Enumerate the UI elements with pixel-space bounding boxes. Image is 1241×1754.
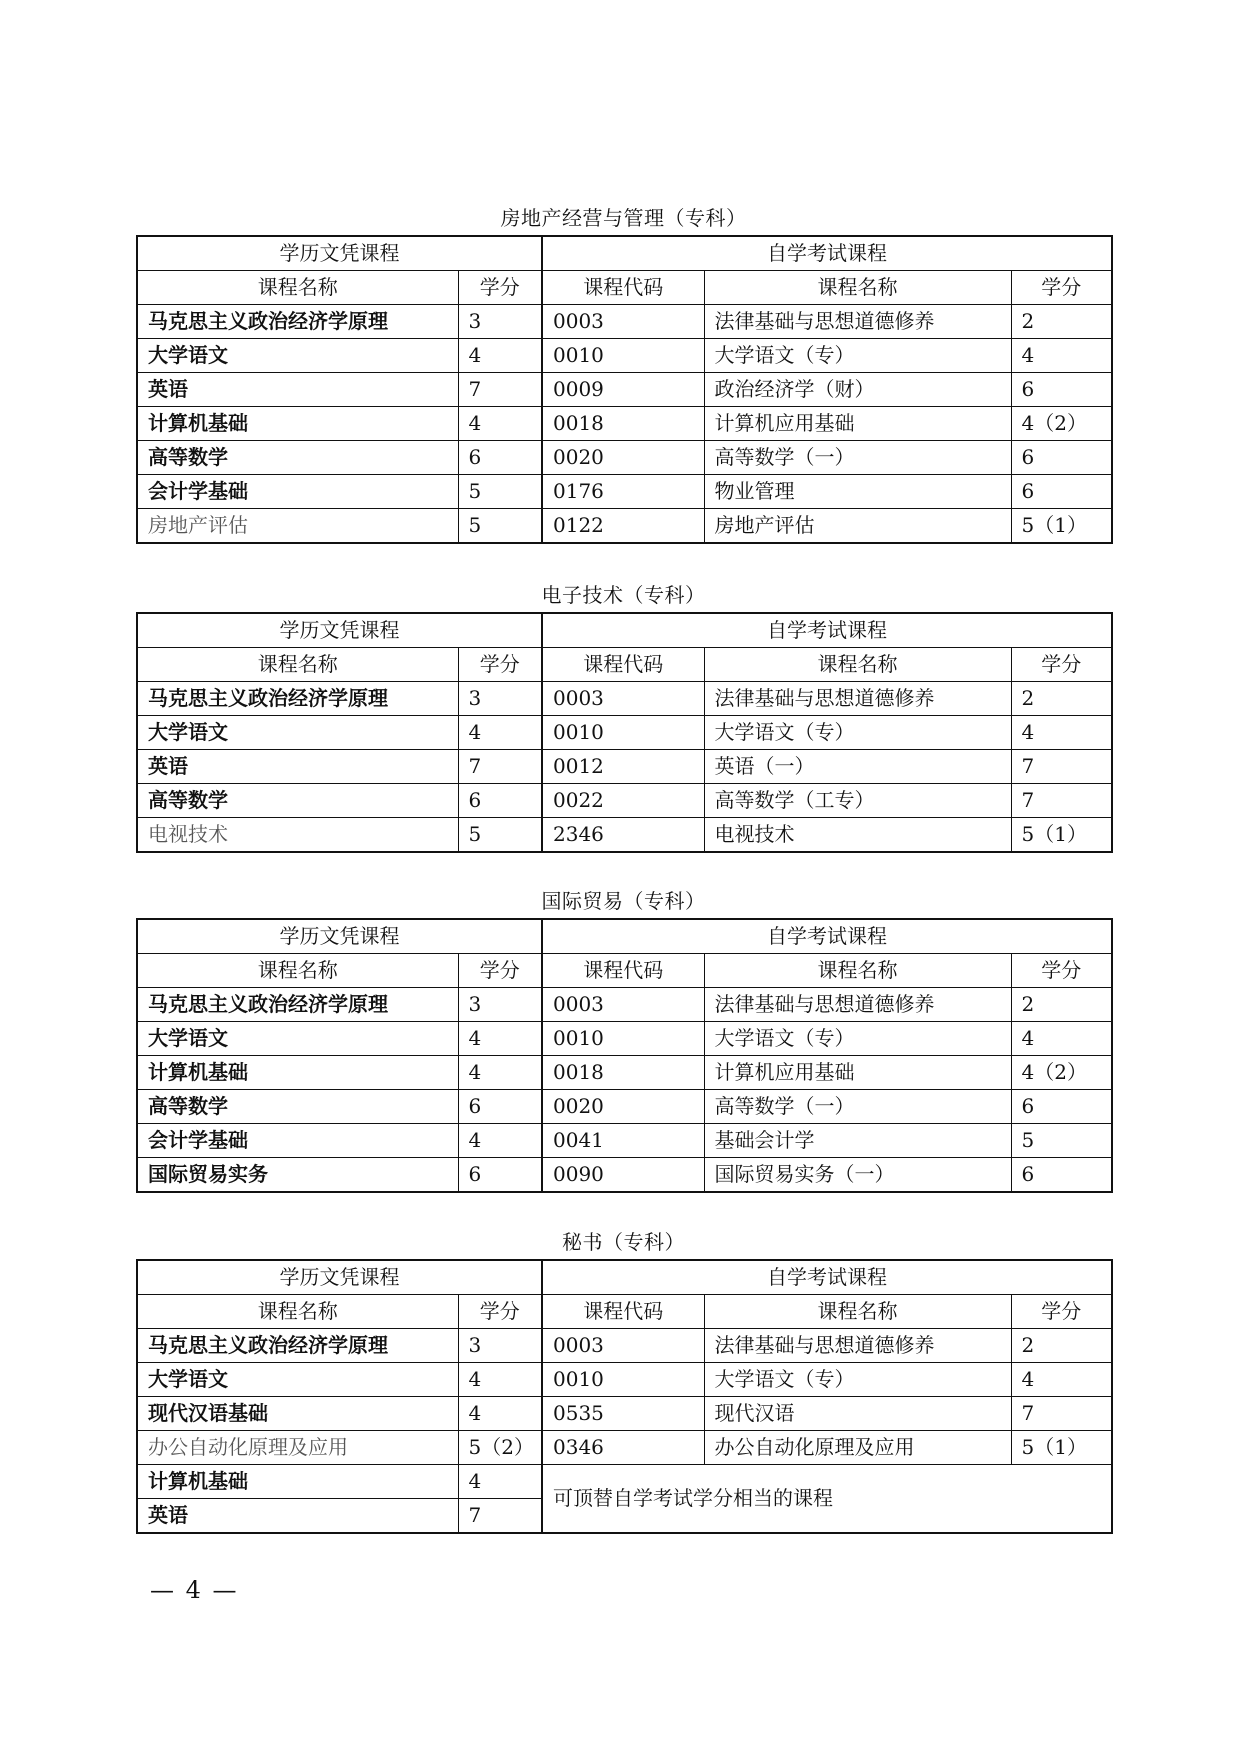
exam-name: 高等数学（一） [704, 1090, 1011, 1124]
course-name: 高等数学 [137, 441, 458, 475]
course-name: 计算机基础 [137, 1465, 458, 1499]
col-header-exam-name: 课程名称 [704, 271, 1011, 305]
exam-credit: 6 [1011, 1090, 1112, 1124]
right-group-header: 自学考试课程 [542, 919, 1112, 954]
exam-code: 0346 [542, 1431, 704, 1465]
exam-name: 基础会计学 [704, 1124, 1011, 1158]
course-name: 电视技术 [137, 818, 458, 853]
table-row [137, 1158, 1112, 1193]
exam-code: 0176 [542, 475, 704, 509]
table-row [137, 750, 1112, 784]
col-header-exam-credit: 学分 [1011, 271, 1112, 305]
col-header-exam-credit: 学分 [1011, 954, 1112, 988]
course-name: 现代汉语基础 [137, 1397, 458, 1431]
exam-credit: 4 [1011, 339, 1112, 373]
page-number: — 4 — [150, 1576, 239, 1604]
exam-code: 0012 [542, 750, 704, 784]
course-credit: 4 [458, 1397, 542, 1431]
course-credit: 7 [458, 1499, 542, 1534]
exam-code: 0010 [542, 716, 704, 750]
course-name: 大学语文 [137, 339, 458, 373]
table-row [137, 988, 1112, 1022]
exam-name: 计算机应用基础 [704, 407, 1011, 441]
exam-credit: 4 [1011, 1363, 1112, 1397]
course-credit: 3 [458, 682, 542, 716]
section-electronics [136, 578, 1111, 853]
exam-code: 0003 [542, 305, 704, 339]
exam-code: 0041 [542, 1124, 704, 1158]
exam-code: 0003 [542, 988, 704, 1022]
course-name: 高等数学 [137, 784, 458, 818]
course-credit: 4 [458, 339, 542, 373]
exam-code: 0009 [542, 373, 704, 407]
table-row [137, 1329, 1112, 1363]
exam-credit: 5（1） [1011, 818, 1112, 853]
table-row [137, 682, 1112, 716]
course-name: 英语 [137, 373, 458, 407]
exam-name: 大学语文（专） [704, 339, 1011, 373]
exam-code: 0018 [542, 407, 704, 441]
course-name: 计算机基础 [137, 1056, 458, 1090]
course-credit: 4 [458, 1056, 542, 1090]
exam-code: 0010 [542, 1363, 704, 1397]
course-credit: 4 [458, 407, 542, 441]
course-credit: 4 [458, 716, 542, 750]
course-name: 大学语文 [137, 1022, 458, 1056]
exam-code: 0018 [542, 1056, 704, 1090]
col-header-credit: 学分 [458, 954, 542, 988]
course-name: 会计学基础 [137, 475, 458, 509]
col-header-credit: 学分 [458, 271, 542, 305]
right-group-header: 自学考试课程 [542, 236, 1112, 271]
exam-code: 0090 [542, 1158, 704, 1193]
table-row [137, 1056, 1112, 1090]
course-credit: 7 [458, 373, 542, 407]
substitute-note: 可顶替自学考试学分相当的课程 [542, 1465, 1112, 1534]
course-name: 英语 [137, 1499, 458, 1534]
section-title: 秘书（专科） [562, 1230, 685, 1254]
course-name: 马克思主义政治经济学原理 [137, 305, 458, 339]
exam-name: 物业管理 [704, 475, 1011, 509]
col-header-name: 课程名称 [137, 648, 458, 682]
exam-name: 法律基础与思想道德修养 [704, 682, 1011, 716]
course-credit: 4 [458, 1022, 542, 1056]
exam-name: 高等数学（一） [704, 441, 1011, 475]
exam-credit: 7 [1011, 784, 1112, 818]
exam-credit: 2 [1011, 1329, 1112, 1363]
table-row [137, 441, 1112, 475]
section-title: 国际贸易（专科） [541, 889, 706, 913]
exam-name: 英语（一） [704, 750, 1011, 784]
course-credit: 4 [458, 1465, 542, 1499]
exam-credit: 6 [1011, 1158, 1112, 1193]
exam-credit: 4（2） [1011, 407, 1112, 441]
exam-credit: 2 [1011, 988, 1112, 1022]
table-row [137, 784, 1112, 818]
course-credit: 3 [458, 305, 542, 339]
course-name: 马克思主义政治经济学原理 [137, 682, 458, 716]
col-header-exam-credit: 学分 [1011, 1295, 1112, 1329]
left-group-header: 学历文凭课程 [137, 919, 542, 954]
table-row [137, 1090, 1112, 1124]
exam-code: 0003 [542, 1329, 704, 1363]
col-header-code: 课程代码 [542, 271, 704, 305]
table-row [137, 339, 1112, 373]
exam-credit: 5（1） [1011, 509, 1112, 544]
course-name: 办公自动化原理及应用 [137, 1431, 458, 1465]
course-name: 房地产评估 [137, 509, 458, 544]
exam-credit: 4 [1011, 1022, 1112, 1056]
course-name: 大学语文 [137, 716, 458, 750]
section-real-estate [136, 201, 1111, 544]
exam-name: 大学语文（专） [704, 1022, 1011, 1056]
table-row [137, 1431, 1112, 1465]
col-header-name: 课程名称 [137, 1295, 458, 1329]
course-credit: 7 [458, 750, 542, 784]
section-title: 房地产经营与管理（专科） [500, 206, 747, 230]
right-group-header: 自学考试课程 [542, 1260, 1112, 1295]
exam-name: 法律基础与思想道德修养 [704, 305, 1011, 339]
exam-name: 高等数学（工专） [704, 784, 1011, 818]
course-name: 英语 [137, 750, 458, 784]
table-row [137, 818, 1112, 853]
table-row [137, 1124, 1112, 1158]
exam-name: 大学语文（专） [704, 1363, 1011, 1397]
course-name: 马克思主义政治经济学原理 [137, 988, 458, 1022]
exam-credit: 4（2） [1011, 1056, 1112, 1090]
course-table [136, 1259, 1113, 1534]
exam-name: 法律基础与思想道德修养 [704, 1329, 1011, 1363]
col-header-code: 课程代码 [542, 1295, 704, 1329]
course-credit: 5 [458, 818, 542, 853]
right-group-header: 自学考试课程 [542, 613, 1112, 648]
exam-credit: 5 [1011, 1124, 1112, 1158]
exam-credit: 7 [1011, 1397, 1112, 1431]
course-name: 大学语文 [137, 1363, 458, 1397]
exam-credit: 4 [1011, 716, 1112, 750]
left-group-header: 学历文凭课程 [137, 613, 542, 648]
exam-name: 电视技术 [704, 818, 1011, 853]
exam-name: 现代汉语 [704, 1397, 1011, 1431]
table-row [137, 1022, 1112, 1056]
section-secretary [136, 1225, 1111, 1534]
table-row [137, 716, 1112, 750]
course-name: 计算机基础 [137, 407, 458, 441]
exam-credit: 6 [1011, 441, 1112, 475]
table-row [137, 1397, 1112, 1431]
col-header-exam-name: 课程名称 [704, 954, 1011, 988]
section-international-trade [136, 884, 1111, 1193]
course-credit: 6 [458, 784, 542, 818]
left-group-header: 学历文凭课程 [137, 236, 542, 271]
course-name: 国际贸易实务 [137, 1158, 458, 1193]
course-table [136, 612, 1113, 853]
col-header-name: 课程名称 [137, 271, 458, 305]
exam-code: 0010 [542, 1022, 704, 1056]
section-title: 电子技术（专科） [541, 583, 706, 607]
exam-credit: 2 [1011, 305, 1112, 339]
exam-credit: 7 [1011, 750, 1112, 784]
table-row [137, 1465, 1112, 1499]
table-row [137, 305, 1112, 339]
table-row [137, 407, 1112, 441]
table-row [137, 475, 1112, 509]
exam-credit: 6 [1011, 475, 1112, 509]
course-name: 高等数学 [137, 1090, 458, 1124]
exam-code: 0122 [542, 509, 704, 544]
exam-name: 大学语文（专） [704, 716, 1011, 750]
col-header-name: 课程名称 [137, 954, 458, 988]
exam-code: 2346 [542, 818, 704, 853]
col-header-credit: 学分 [458, 648, 542, 682]
col-header-code: 课程代码 [542, 954, 704, 988]
exam-credit: 2 [1011, 682, 1112, 716]
col-header-exam-name: 课程名称 [704, 1295, 1011, 1329]
exam-code: 0003 [542, 682, 704, 716]
course-credit: 6 [458, 1158, 542, 1193]
exam-name: 政治经济学（财） [704, 373, 1011, 407]
col-header-credit: 学分 [458, 1295, 542, 1329]
course-credit: 6 [458, 441, 542, 475]
exam-code: 0020 [542, 1090, 704, 1124]
course-table [136, 918, 1113, 1193]
course-credit: 3 [458, 1329, 542, 1363]
exam-name: 办公自动化原理及应用 [704, 1431, 1011, 1465]
course-name: 马克思主义政治经济学原理 [137, 1329, 458, 1363]
col-header-code: 课程代码 [542, 648, 704, 682]
exam-name: 房地产评估 [704, 509, 1011, 544]
exam-name: 计算机应用基础 [704, 1056, 1011, 1090]
col-header-exam-credit: 学分 [1011, 648, 1112, 682]
course-credit: 5（2） [458, 1431, 542, 1465]
course-credit: 4 [458, 1124, 542, 1158]
exam-name: 国际贸易实务（一） [704, 1158, 1011, 1193]
exam-code: 0022 [542, 784, 704, 818]
col-header-exam-name: 课程名称 [704, 648, 1011, 682]
course-credit: 5 [458, 509, 542, 544]
course-credit: 3 [458, 988, 542, 1022]
table-row [137, 373, 1112, 407]
course-name: 会计学基础 [137, 1124, 458, 1158]
table-row [137, 509, 1112, 544]
course-table [136, 235, 1113, 544]
exam-credit: 6 [1011, 373, 1112, 407]
exam-name: 法律基础与思想道德修养 [704, 988, 1011, 1022]
course-credit: 5 [458, 475, 542, 509]
table-row [137, 1363, 1112, 1397]
left-group-header: 学历文凭课程 [137, 1260, 542, 1295]
exam-code: 0535 [542, 1397, 704, 1431]
exam-code: 0010 [542, 339, 704, 373]
exam-code: 0020 [542, 441, 704, 475]
course-credit: 6 [458, 1090, 542, 1124]
course-credit: 4 [458, 1363, 542, 1397]
exam-credit: 5（1） [1011, 1431, 1112, 1465]
